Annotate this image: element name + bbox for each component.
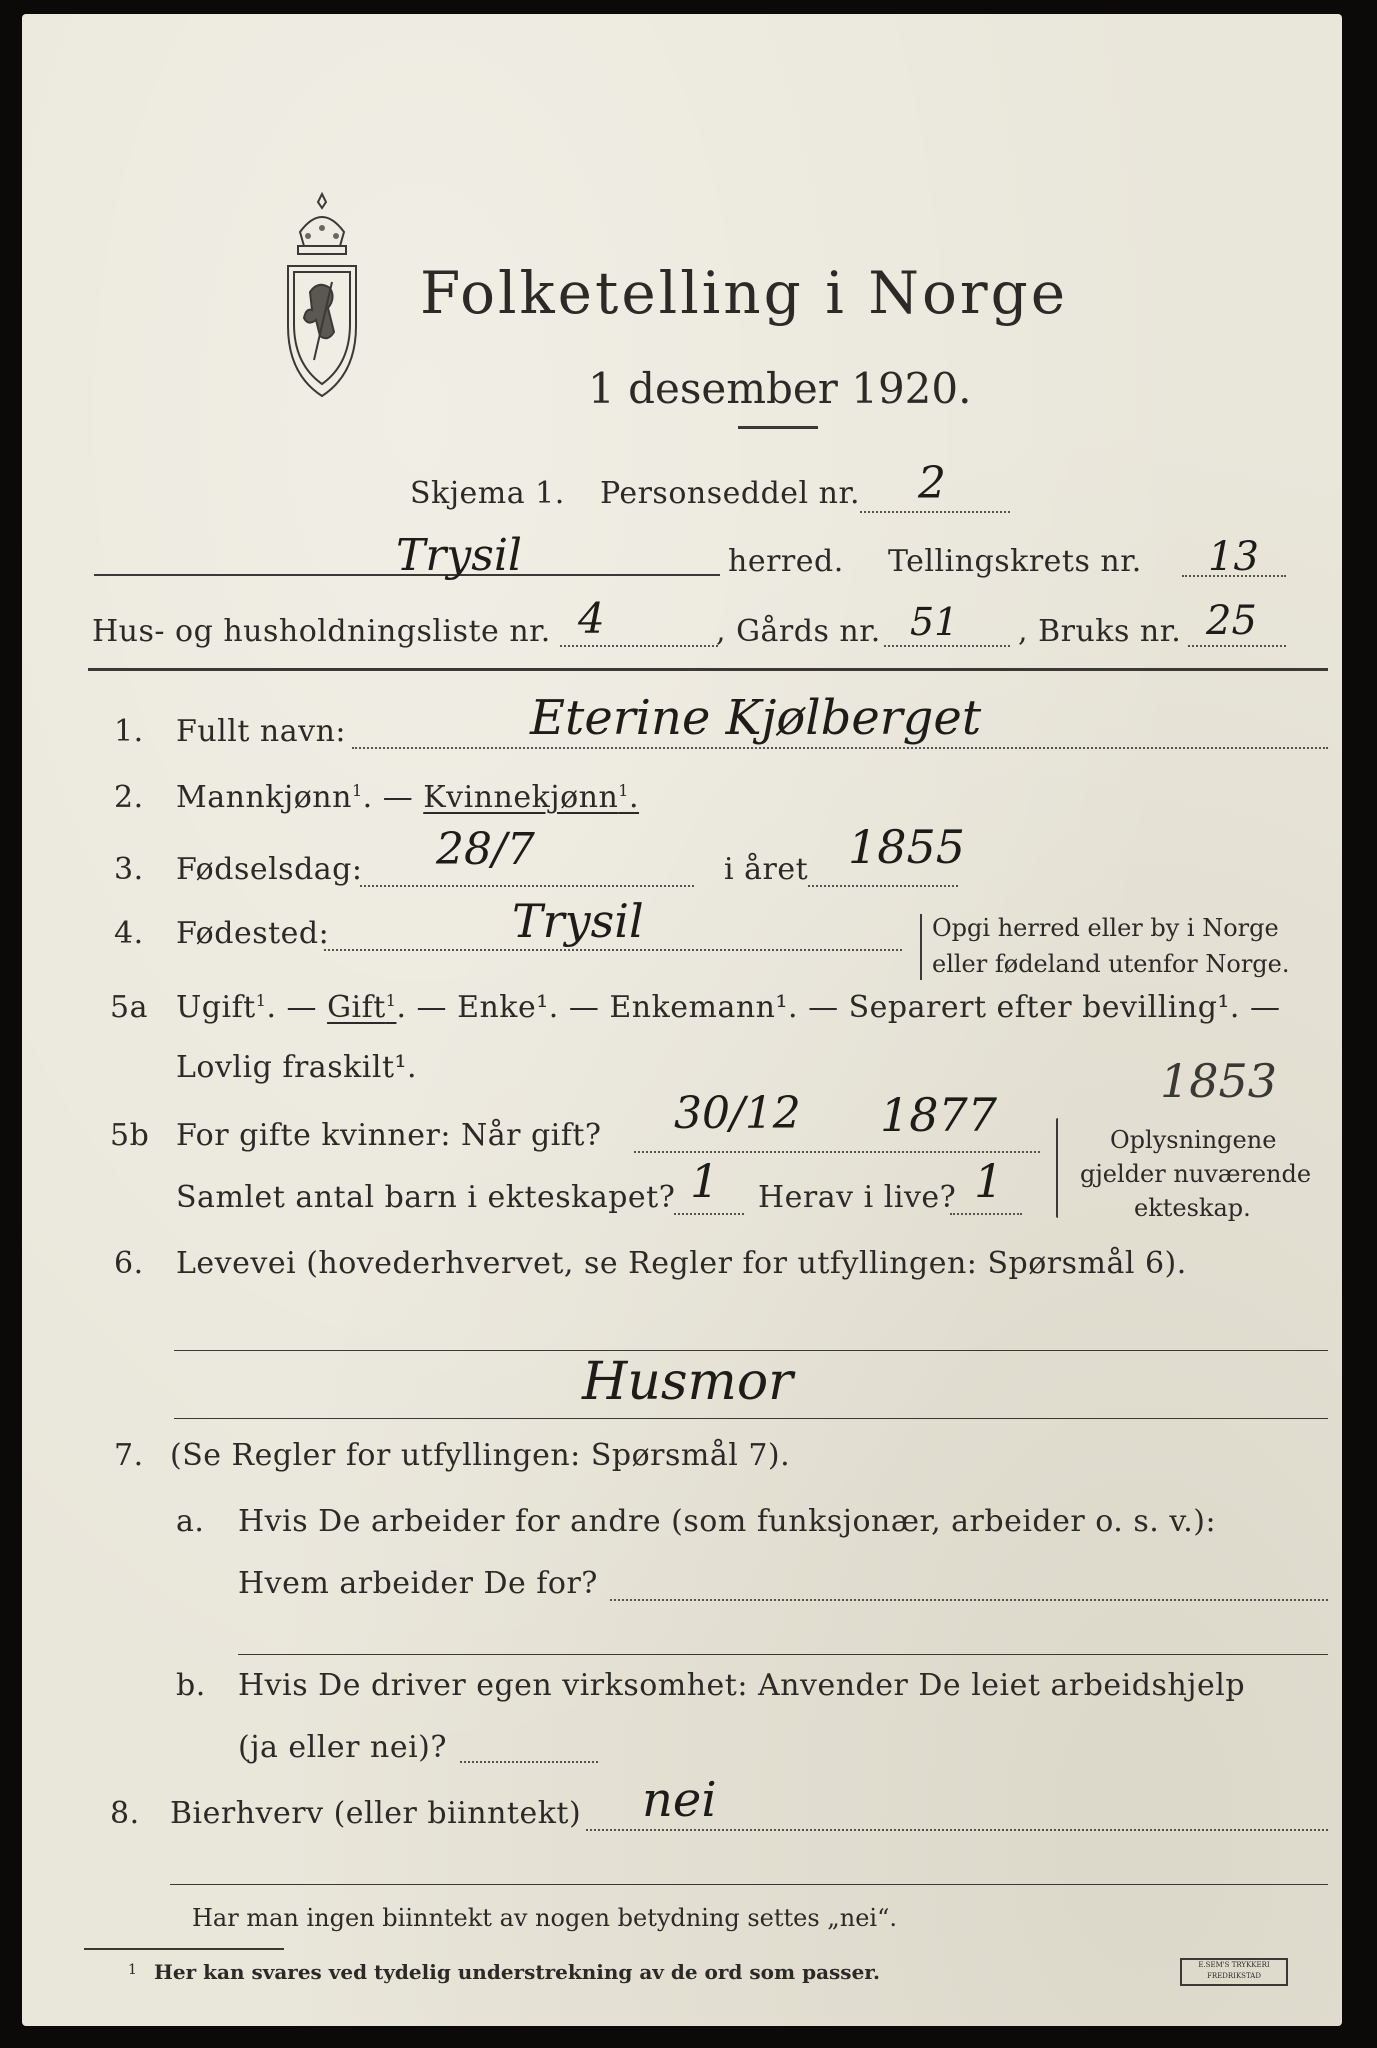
bruks-value: 25 xyxy=(1206,598,1257,644)
q4-note-line2: eller fødeland utenfor Norge. xyxy=(932,950,1290,978)
q2-number: 2. xyxy=(114,780,144,815)
bruks-label: , Bruks nr. xyxy=(1018,614,1182,649)
form-title: Folketelling i Norge xyxy=(420,259,1069,327)
q2-dash: . — xyxy=(362,780,414,815)
q7-label: (Se Regler for utfyllingen: Spørsmål 7). xyxy=(170,1438,791,1473)
herred-value: Trysil xyxy=(396,530,522,581)
footnote-text: Her kan svares ved tydelig understrekning av de ord som passer. xyxy=(154,1960,880,1984)
q3-number: 3. xyxy=(114,852,144,887)
q5a-sep: . — xyxy=(266,990,318,1025)
q8-line-2 xyxy=(170,1884,1328,1885)
q5a-number: 5a xyxy=(110,990,148,1025)
q7a-label: Hvis De arbeider for andre (som funksjonær, arbeider o. s. v.): xyxy=(238,1504,1217,1539)
q4-number: 4. xyxy=(114,916,144,951)
q7a-line-2 xyxy=(238,1654,1328,1655)
section-divider xyxy=(88,668,1328,671)
q1-line xyxy=(352,747,1328,749)
q1-number: 1. xyxy=(114,714,144,749)
husholdning-label: Hus- og husholdningsliste nr. xyxy=(92,614,551,649)
q5b-children-line xyxy=(674,1213,744,1215)
q1-label: Fullt navn: xyxy=(176,714,347,749)
q5b-note-line3: ekteskap. xyxy=(1134,1194,1251,1222)
q2-kvinne-option: Kvinnekjønn$^1$. xyxy=(423,780,640,815)
q8-number: 8. xyxy=(110,1796,140,1831)
q2-end: . xyxy=(628,780,640,815)
q5a-options: Ugift$^1$. — Gift$^1$. — Enke¹. — Enkemann¹. — Separert efter bevilling¹. — xyxy=(176,990,1281,1025)
q4-note-line1: Opgi herred eller by i Norge xyxy=(932,914,1279,942)
tellingskrets-label: Tellingskrets nr. xyxy=(888,544,1142,579)
footer-note: Har man ingen biinntekt av nogen betydning settes „nei“. xyxy=(192,1904,897,1932)
q5b-alive-label: Herav i live? xyxy=(758,1180,957,1215)
printer-stamp: E.SEM'S TRYKKERI FREDRIKSTAD xyxy=(1180,1958,1288,1986)
q7a-number: a. xyxy=(176,1504,205,1539)
husholdning-value: 4 xyxy=(578,594,605,643)
q7b-sub-label: (ja eller nei)? xyxy=(238,1730,447,1765)
q5b-margin-note: 1853 xyxy=(1160,1054,1278,1108)
q6-number: 6. xyxy=(114,1246,144,1281)
q5b-note-line2: gjelder nuværende xyxy=(1080,1160,1312,1188)
census-form-sheet xyxy=(22,14,1342,2026)
q5b-note-line1: Oplysningene xyxy=(1110,1126,1277,1154)
gards-line xyxy=(884,645,1010,647)
gards-value: 51 xyxy=(910,600,959,644)
husholdning-line xyxy=(560,645,718,647)
q3-label: Fødselsdag: xyxy=(176,852,363,887)
q6-line-2 xyxy=(174,1418,1328,1419)
coat-of-arms-icon xyxy=(270,192,374,402)
personseddel-value: 2 xyxy=(918,458,946,509)
q5b-married-line xyxy=(634,1151,1040,1153)
personseddel-line xyxy=(860,511,1010,513)
q7-number: 7. xyxy=(114,1438,144,1473)
q5a-rest-options: . — Enke¹. — Enkemann¹. — Separert efter bevilling¹. — xyxy=(396,990,1281,1025)
q6-line-1 xyxy=(174,1350,1328,1351)
gards-label: , Gårds nr. xyxy=(716,614,881,649)
q8-label: Bierhverv (eller biinntekt) xyxy=(170,1796,582,1831)
bruks-line xyxy=(1188,645,1286,647)
q3-day-line xyxy=(360,885,694,887)
q7a-line-1 xyxy=(610,1599,1328,1601)
q8-line-1 xyxy=(586,1829,1328,1831)
q3-year-value: 1855 xyxy=(848,820,966,874)
q2-mann-option: Mannkjønn xyxy=(176,780,352,815)
q5b-label: For gifte kvinner: Når gift? xyxy=(176,1118,602,1153)
q5b-number: 5b xyxy=(110,1118,150,1153)
form-date: 1 desember 1920. xyxy=(588,364,972,413)
q5b-children-value: 1 xyxy=(690,1154,720,1208)
q6-occupation-value: Husmor xyxy=(582,1352,793,1412)
q6-label: Levevei (hovederhvervet, se Regler for utfyllingen: Spørsmål 6). xyxy=(176,1246,1187,1281)
header-divider xyxy=(738,426,818,429)
q4-note-brace xyxy=(920,914,922,980)
q2-options: Mannkjønn$^1$. — Kvinnekjønn$^1$. xyxy=(176,780,640,815)
footnote-divider xyxy=(84,1948,284,1950)
q7b-number: b. xyxy=(176,1668,206,1703)
q3-birthday-value: 28/7 xyxy=(436,824,535,875)
q5a-ugift-option: Ugift xyxy=(176,990,256,1025)
q3-year-label: i året xyxy=(724,852,809,887)
q4-line xyxy=(324,949,902,951)
q7b-label: Hvis De driver egen virksomhet: Anvender De leiet arbeidshjelp xyxy=(238,1668,1246,1703)
personseddel-label: Personseddel nr. xyxy=(600,476,861,511)
q5b-alive-value: 1 xyxy=(974,1154,1004,1208)
q7a-sub-label: Hvem arbeider De for? xyxy=(238,1566,598,1601)
q4-birthplace-value: Trysil xyxy=(512,894,644,948)
q5b-married-year: 1877 xyxy=(880,1088,998,1142)
q5a-gift-label: Gift xyxy=(327,990,386,1025)
q2-kvinne-label: Kvinnekjønn xyxy=(423,780,619,815)
q5b-children-label: Samlet antal barn i ekteskapet? xyxy=(176,1180,676,1215)
footnote-mark: 1 xyxy=(128,1962,137,1978)
q3-year-line xyxy=(808,885,958,887)
q5b-alive-line xyxy=(950,1213,1022,1215)
tellingskrets-value: 13 xyxy=(1208,534,1259,580)
q5a-line2: Lovlig fraskilt¹. xyxy=(176,1050,418,1085)
q1-full-name-value: Eterine Kjølberget xyxy=(530,690,982,746)
q5b-note-brace xyxy=(1056,1118,1058,1218)
q5a-gift-option: Gift$^1$ xyxy=(327,990,397,1025)
skjema-label: Skjema 1. xyxy=(410,476,565,511)
q7b-line xyxy=(460,1761,598,1763)
q4-label: Fødested: xyxy=(176,916,330,951)
herred-label: herred. xyxy=(728,544,844,579)
q5b-married-day: 30/12 xyxy=(674,1088,801,1139)
q8-value: nei xyxy=(642,1772,717,1828)
